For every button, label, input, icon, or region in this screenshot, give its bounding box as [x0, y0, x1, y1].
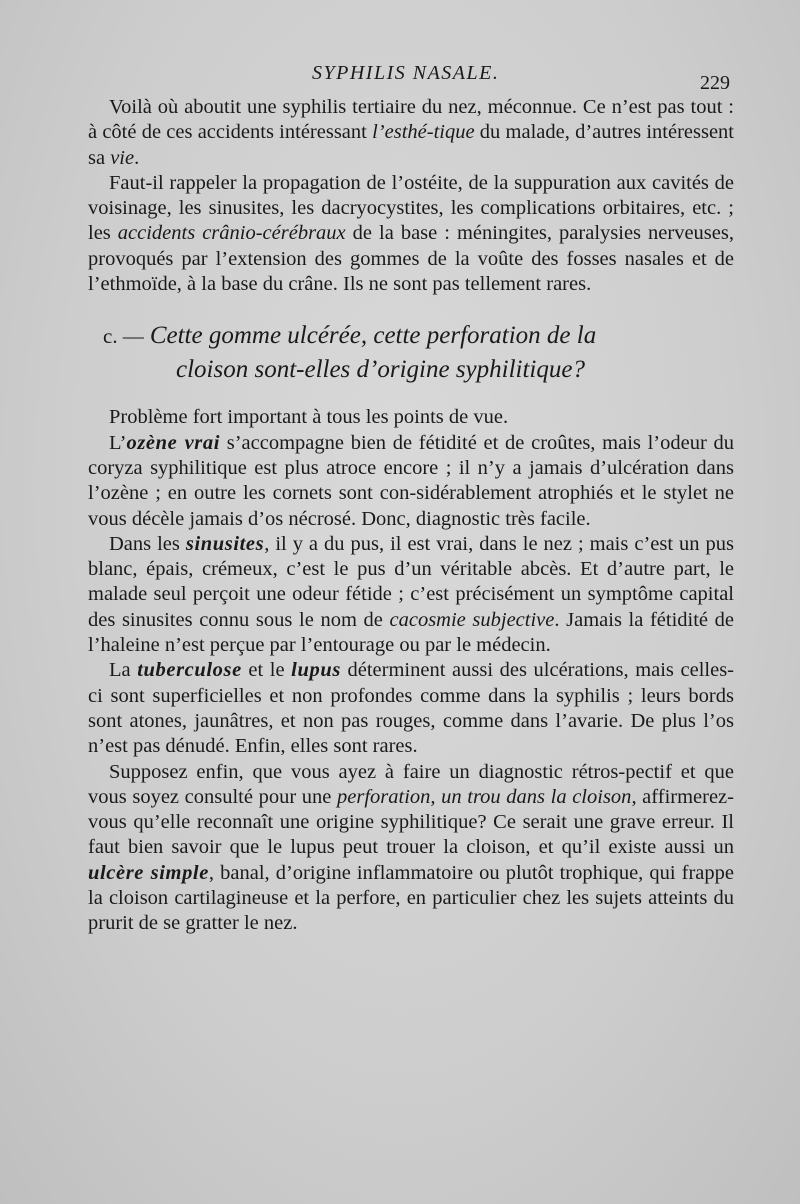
bold-italic-term: ulcère simple: [88, 861, 209, 884]
paragraph-probleme: [88, 405, 734, 430]
text-run: Dans les: [109, 532, 186, 555]
italic-term: l’esthé-tique: [372, 121, 475, 144]
text-run: . Jamais la fétidité de l’haleine n’est perçue par l’entourage ou par le médecin.: [88, 608, 735, 657]
paragraph-tuberculose: [88, 658, 734, 759]
italic-term: perforation, un trou dans la cloison: [337, 785, 632, 808]
text-run: du malade, d’autres intéressent sa: [88, 121, 734, 169]
heading-label: c. —: [103, 324, 144, 349]
heading-text: Cette gomme ulcérée, cette perforation de la: [149, 322, 597, 350]
text-run: .: [134, 146, 140, 169]
paragraph-ozene: [88, 431, 734, 532]
bold-italic-term: lupus: [291, 659, 341, 682]
text-run: déterminent aussi des ulcérations, mais celles-ci sont superficielles et non profondes comme dans la syphilis ; leurs bords sont atones, jaunâtres, et non pas rouges, comme dans l’avarie. De plus l’os n’est pas dénudé. Enfin, elles sont rares.: [88, 659, 735, 758]
text-run: de la base : méningites, paralysies nerveuses, provoqués par l’extension des gommes de la voûte des fosses nasales et de l’ethmoïde, à la base du crâne. Ils ne sont pas tellement rares.: [88, 222, 734, 296]
text-run: , il y a du pus, il est vrai, dans le nez ; mais c’est un pus blanc, épais, crémeux, c’est le pus d’un véritable abcès. Et d’autre part, le malade seul perçoit une odeur fétide ; c’est précisément un symptôme capital des sinusites connu sous le nom de: [88, 532, 734, 631]
text-run: Problème fort important à tous les points de vue.: [109, 406, 509, 429]
bold-italic-term: ozène vrai: [126, 431, 221, 454]
paragraph-complications: [88, 171, 734, 297]
text-run: , banal, d’origine inflammatoire ou plutôt trophique, qui frappe la cloison cartilagineuse et la perfore, en particulier chez les sujets atteints du prurit de se gratter le nez.: [88, 861, 734, 935]
text-run: et le: [241, 659, 292, 682]
page-header: [0, 62, 800, 92]
text-run: La: [109, 659, 138, 682]
text-run: Voilà où aboutit une syphilis tertiaire du nez, méconnue. Ce n’est pas tout : à côté de ces accidents intéressant: [88, 96, 734, 144]
heading-line-2: cloison sont-elles d’origine syphilitique?: [176, 356, 585, 384]
bold-italic-term: sinusites: [185, 532, 265, 555]
italic-term: vie: [110, 146, 135, 169]
text-run: Faut-il rappeler la propagation de l’ostéite, de la suppuration aux cavités de voisinage, les sinusites, les dacryocystites, les complications orbitaires, etc. ; les: [88, 171, 734, 245]
body-text: [88, 95, 734, 937]
paragraph-diagnostic-retrospectif: [88, 760, 734, 937]
heading-line-1: [88, 319, 734, 353]
page-number: 229: [700, 72, 730, 94]
section-heading: [88, 319, 734, 387]
text-run: L’: [109, 431, 127, 454]
text-run: s’accompagne bien de fétidité et de croûtes, mais l’odeur du coryza syphilitique est plus atroce encore ; il n’y a jamais d’ulcération dans l’ozène ; en outre les cornets sont con-sidérablement atrophiés et le stylet ne vous décèle jamais d’os nécrosé. Donc, diagnostic très facile.: [88, 431, 734, 530]
paragraph-sinusites: [88, 532, 734, 658]
bold-italic-term: tuberculose: [137, 659, 242, 682]
text-run: Supposez enfin, que vous ayez à faire un diagnostic rétros-pectif et que vous soyez consulté pour une: [88, 760, 734, 808]
text-run: , affirmerez-vous qu’elle reconnaît une origine syphilitique? Ce serait une grave erreur. Il faut bien savoir que le lupus peut trouer la cloison, et qu’il existe aussi un: [88, 785, 734, 859]
running-title: SYPHILIS NASALE.: [312, 62, 500, 84]
paragraph-conclusion: [88, 95, 734, 171]
italic-term: accidents crânio-cérébraux: [117, 222, 346, 245]
italic-term: cacosmie subjective: [389, 608, 555, 631]
